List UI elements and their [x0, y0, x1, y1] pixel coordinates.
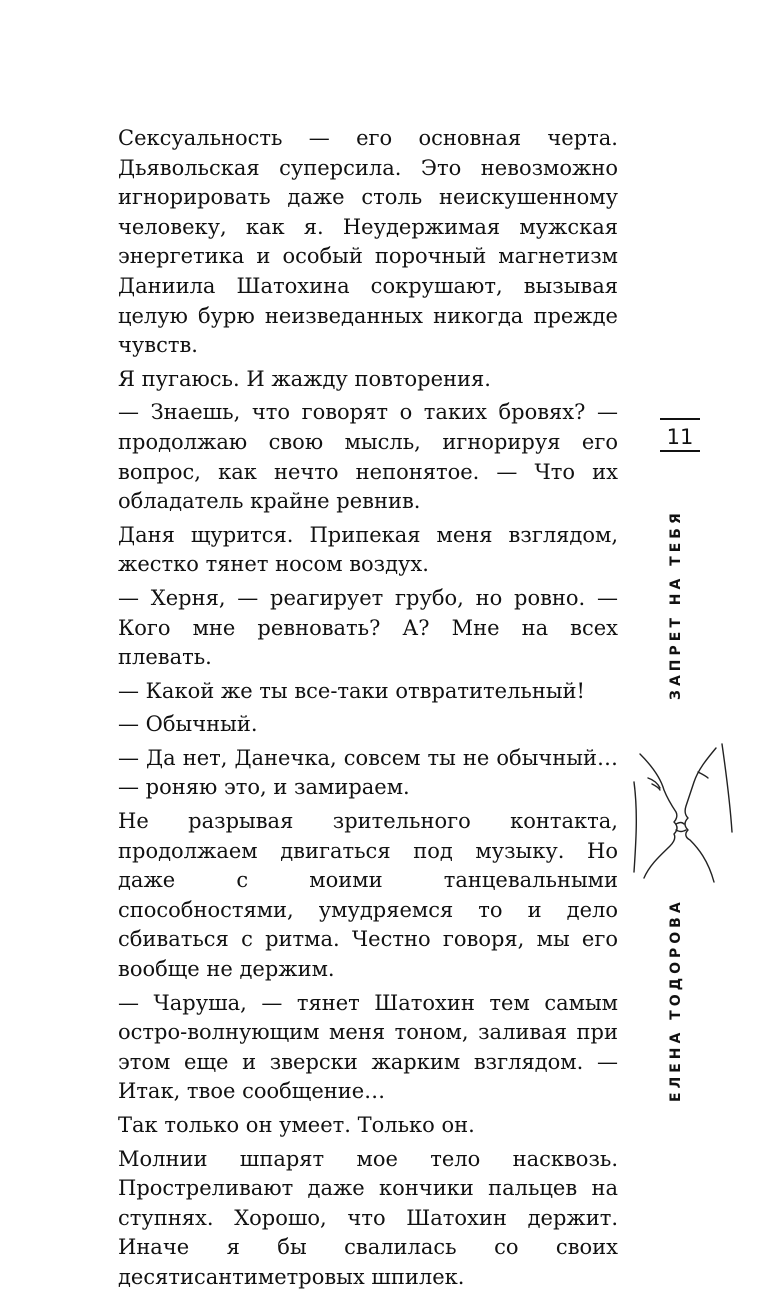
- paragraph-12: Молнии шпарят мое тело насквозь. Простреливают даже кончики пальцев на ступнях. Хорошо, что Шатохин держит. Иначе я бы свалилась со своих десятисантиметровых шпилек.: [118, 1146, 618, 1289]
- paragraph-9: Не разрывая зрительного контакта, продолжаем двигаться под музыку. Но даже с моими танцевальными способностями, умудряемся то и дело сбиваться с ритма. Честно говоря, мы его вообще не держим.: [118, 809, 618, 982]
- body-text: [118, 124, 618, 1297]
- paragraph-1: Сексуальность — его основная черта. Дьявольская суперсила. Это невозможно игнорировать даже столь неискушенному человеку, как я. Неудержимая мужская энергетика и особый порочный магнетизм Даниила Шатохина сокрушают, вызывая целую бурю неизведанных никогда прежде чувств.: [118, 126, 618, 358]
- paragraph-5: — Херня, — реагирует грубо, но ровно. — Кого мне ревновать? А? Мне на всех плевать.: [118, 585, 618, 670]
- paragraph-3: — Знаешь, что говорят о таких бровях? — продолжаю свою мысль, игнорируя его вопрос, как нечто непонятое. — Что их обладатель крайне ревнив.: [118, 400, 618, 514]
- paragraph-10: — Чаруша, — тянет Шатохин тем самым остро-волнующим меня тоном, заливая при этом еще и зверски жарким взглядом. — Итак, твое сообщение…: [118, 990, 618, 1104]
- kiss-line-art-icon: [632, 742, 736, 894]
- paragraph-8: — Да нет, Данечка, совсем ты не обычный… — роняю это, и замираем.: [118, 745, 618, 800]
- paragraph-11: Так только он умеет. Только он.: [118, 1113, 475, 1137]
- paragraph-4: Даня щурится. Припекая меня взглядом, жестко тянет носом воздух.: [118, 522, 618, 577]
- book-title: ЗАПРЕТ НА ТЕБЯ: [668, 509, 684, 700]
- page-number: 11: [660, 418, 700, 452]
- author-name: ЕЛЕНА ТОДОРОВА: [668, 898, 684, 1102]
- running-sidebar: [646, 0, 726, 1240]
- paragraph-2: Я пугаюсь. И жажду повторения.: [118, 366, 491, 391]
- paragraph-6: — Какой же ты все-таки отвратительный!: [118, 678, 585, 703]
- paragraph-7: — Обычный.: [118, 712, 258, 737]
